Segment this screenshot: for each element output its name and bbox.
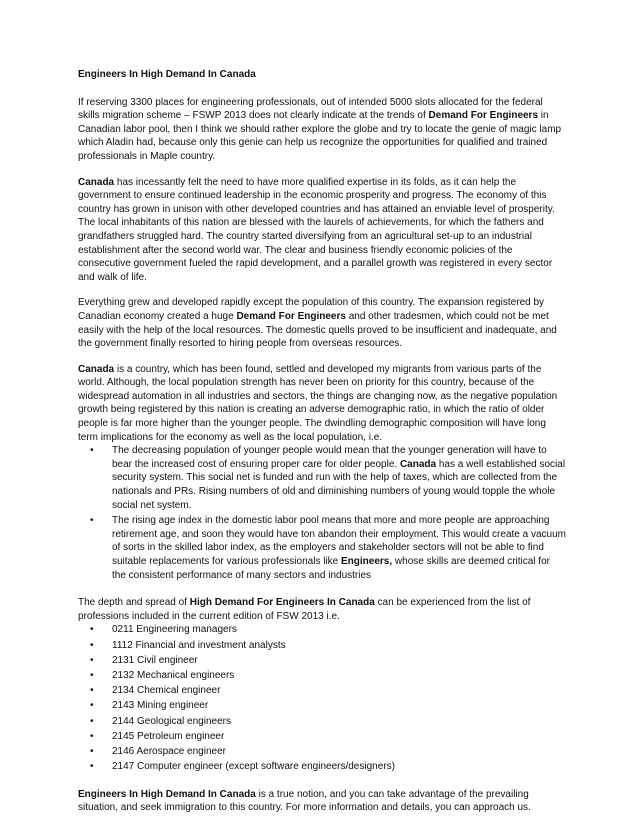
list-item [78,444,566,512]
bold-text-run: Demand For Engineers [428,110,539,122]
text-run: The rising age index in the domestic labor pool means that more and more people are approaching retirement age, and soon they would have ton abandon their employment. This would create a vacuum of sorts in the skilled labor index, as the employers and stakeholder sectors will not be able to find suitable replacements for various professionals like [112,515,566,567]
bold-text-run: Canada [78,363,115,375]
bold-text-run: Engineers In High Demand In Canada [78,788,256,800]
bold-text-run: High Demand For Engineers In Canada [189,597,375,609]
list-item: • 2144 Geological engineers [78,715,566,729]
list-item: • 2143 Mining engineer [78,699,566,713]
list-item: • 2131 Civil engineer [78,654,566,668]
list-item: • 2147 Computer engineer (except software engineers/designers) [78,760,566,774]
paragraph-economy [78,176,566,285]
list-item: • 1112 Financial and investment analysts [78,639,566,653]
bold-text-run: Canada [78,176,115,188]
document-title: Engineers In High Demand In Canada [78,69,256,80]
list-item: • 2134 Chemical engineer [78,684,566,698]
text-run: is a country, which has been found, settled and developed my migrants from various parts of the world. Although, the local population strength has never been on priority for this country, because of the widespread automation in all industries and sectors, the things are changing now, as the negative population growth being registered by this nation is creating an adverse demographic ratio, in which the ratio of older people is far more higher than the younger people. The dwindling demographic composition will have long term implications for the economy as well as the local population, i.e. [78,363,558,443]
occupation-list [78,623,566,773]
list-item: • 2145 Petroleum engineer [78,730,566,744]
text-run: If reserving 3300 places for engineering professionals, out of intended 5000 slots allocated for the federal skills migration scheme – FSWP 2013 does not clearly indicate at the trends of [78,96,543,122]
text-run: whose skills are deemed critical for the consistent performance of many sectors and industries [112,556,550,581]
paragraph-conclusion [78,788,566,815]
bold-text-run: Engineers, [341,556,393,567]
text-run: Everything grew and developed rapidly except the population of this country. The expansion registered by Canadian economy created a huge [78,297,545,322]
list-item: • 2146 Aerospace engineer [78,745,566,759]
text-run: has a well established social security system. This social net is funded and run with the help of taxes, which are collected from the nationals and PRs. Rising numbers of old and diminishing numbers of young would topple the whole social net system. [112,458,566,511]
text-run: The depth and spread of [78,597,190,609]
text-run: can be experienced from the list of professions included in the current edition of FSW 2013 i.e. [78,597,531,622]
bold-text-run: Canada [399,458,437,470]
paragraph-professions-intro [78,596,566,623]
paragraph-intro [78,96,566,164]
bold-text-run: Demand For Engineers [236,310,346,322]
paragraph-growth [78,296,566,350]
text-run: is a true notion, and you can take advantage of the prevailing situation, and seek immigration to this country. For more information and details, you can approach us. [78,788,531,814]
list-item: • 0211 Engineering managers [78,623,566,637]
list-item: • 2132 Mechanical engineers [78,669,566,683]
implications-list [78,444,566,582]
text-run: The decreasing population of younger people would mean that the younger generation will have to bear the increased cost of ensuring proper care for older people. [112,445,547,470]
text-run: has incessantly felt the need to have more qualified expertise in its folds, as it can help the government to ensure continued leadership in the economic prosperity and progress. The economy of this country has grown in unison with other developed countries and has attained an enviable level of prosperity. The local inhabitants of this nation are blessed with the laurels of achievements, for which the fathers and grandfathers struggled hard. The country started diversifying from an agricultural set-up to an industrial establishment after the second world war. The clear and business friendly economic policies of the consecutive government fueled the rapid development, and a parallel growth was registered in every sector and walk of life. [78,176,555,283]
document-body [78,68,566,827]
text-run: and other tradesmen, which could not be met easily with the help of the local resources. The domestic quells proved to be insufficient and inadequate, and the government finally resorted to hiring people from overseas resources. [78,310,557,350]
text-run: in Canadian labor pool, then I think we should rather explore the globe and try to locate the genie of magic lamp which Aladin had, because only this genie can help us recognize the opportunities for qualified and trained professionals in Maple country. [78,110,562,162]
paragraph-demographics [78,363,566,445]
list-item [78,514,566,582]
